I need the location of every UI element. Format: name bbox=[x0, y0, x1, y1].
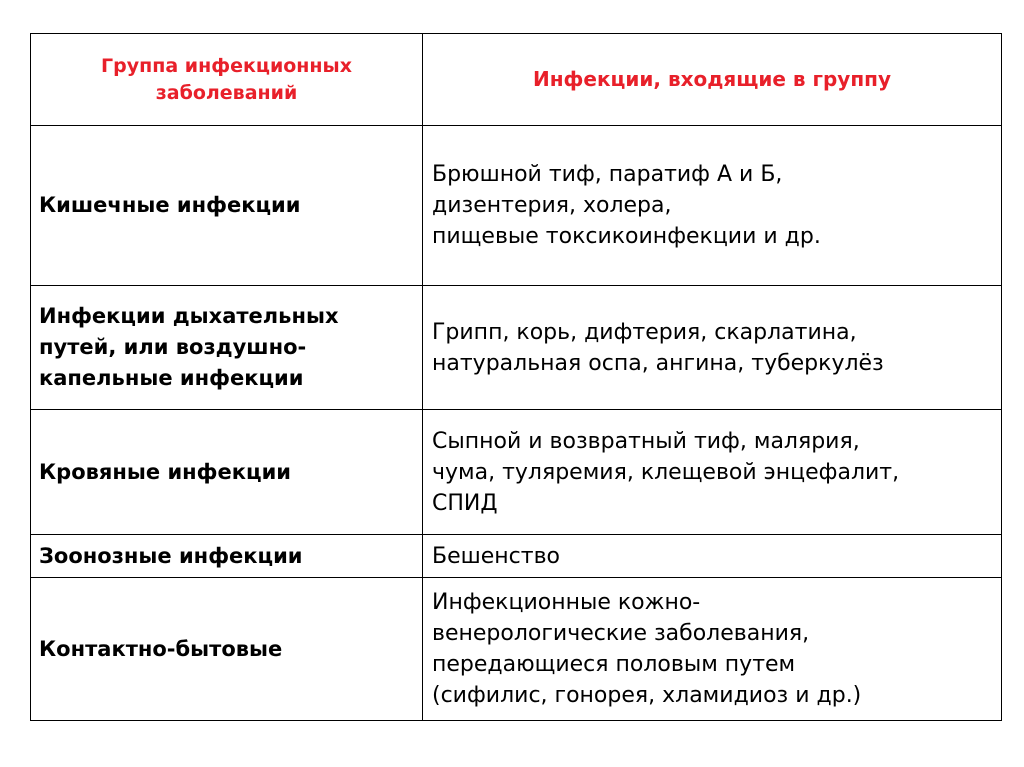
infections-cell-intestinal bbox=[423, 126, 1002, 286]
group-label: Кровяные инфекции bbox=[39, 459, 291, 484]
group-label: Контактно-бытовые bbox=[39, 636, 283, 661]
table-row bbox=[31, 578, 1002, 721]
infection-line: Бешенство bbox=[432, 543, 561, 569]
group-label: путей, или воздушно- bbox=[39, 335, 307, 359]
group-cell-intestinal bbox=[31, 126, 423, 286]
table-row bbox=[31, 126, 1002, 286]
group-cell-respiratory bbox=[31, 286, 423, 410]
group-cell-blood bbox=[31, 410, 423, 535]
infections-cell-zoonotic bbox=[423, 535, 1002, 578]
infection-line: пищевые токсикоинфекции и др. bbox=[432, 224, 821, 249]
infection-line: передающиеся половым путем bbox=[432, 652, 796, 677]
infection-line: дизентерия, холера, bbox=[432, 193, 672, 218]
infection-line: Брюшной тиф, паратиф А и Б, bbox=[432, 162, 783, 187]
infection-line: натуральная оспа, ангина, туберкулёз bbox=[432, 350, 884, 376]
infections-cell-respiratory bbox=[423, 286, 1002, 410]
infection-line: чума, туляремия, клещевой энцефалит, bbox=[432, 459, 900, 485]
infection-line: Грипп, корь, дифтерия, скарлатина, bbox=[432, 319, 857, 345]
group-cell-contact bbox=[31, 578, 423, 721]
group-label: Инфекции дыхательных bbox=[39, 304, 339, 328]
infection-line: (сифилис, гонорея, хламидиоз и др.) bbox=[432, 683, 862, 708]
table-header-row bbox=[31, 34, 1002, 126]
group-label: Зоонозные инфекции bbox=[39, 543, 303, 568]
table-row bbox=[31, 410, 1002, 535]
table-row bbox=[31, 286, 1002, 410]
group-label: капельные инфекции bbox=[39, 366, 304, 390]
infections-cell-blood bbox=[423, 410, 1002, 535]
infection-line: СПИД bbox=[432, 490, 498, 516]
group-label: Кишечные инфекции bbox=[39, 193, 301, 217]
infection-line: Инфекционные кожно- bbox=[432, 590, 701, 615]
infection-line: венерологические заболевания, bbox=[432, 621, 810, 646]
header-infections-column bbox=[423, 34, 1002, 126]
group-cell-zoonotic bbox=[31, 535, 423, 578]
infection-line: Сыпной и возвратный тиф, малярия, bbox=[432, 428, 860, 454]
header-group-line: Группа инфекционных bbox=[101, 54, 352, 77]
infection-groups-table bbox=[30, 33, 1002, 721]
header-group-line: заболеваний bbox=[155, 81, 298, 104]
table-row bbox=[31, 535, 1002, 578]
header-infections-label: Инфекции, входящие в группу bbox=[533, 67, 891, 91]
infections-cell-contact bbox=[423, 578, 1002, 721]
header-group-column bbox=[31, 34, 423, 126]
